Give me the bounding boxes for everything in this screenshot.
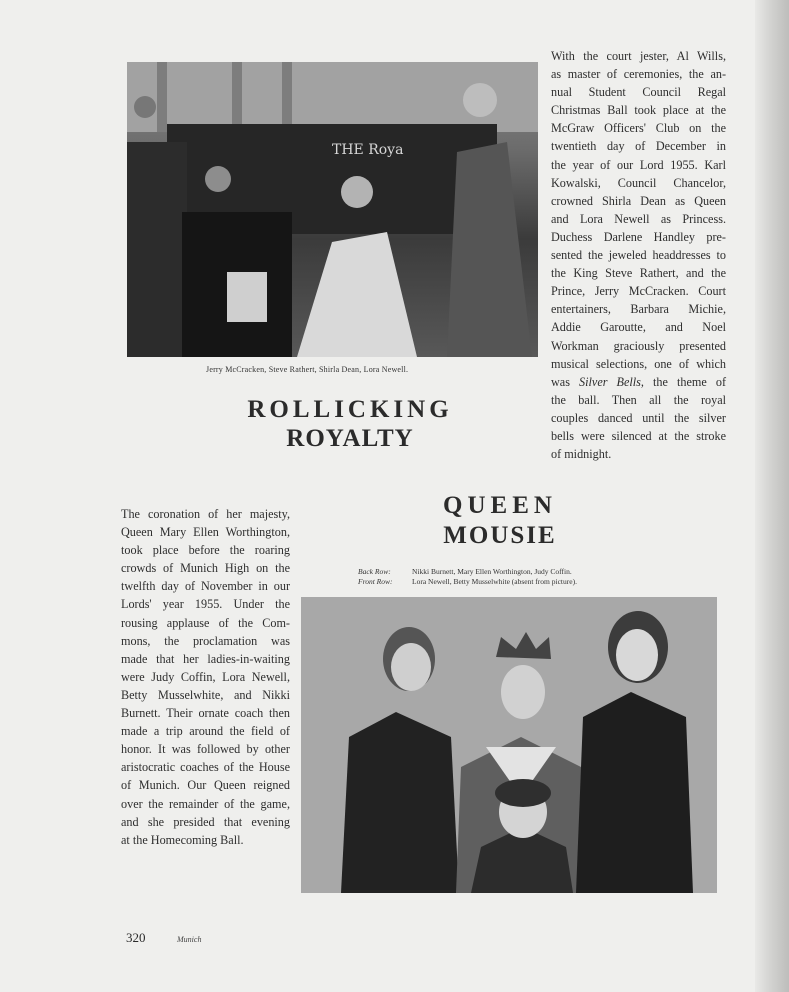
christmas-ball-photo-caption: Jerry McCracken, Steve Rathert, Shirla Dean, Lora Newell. xyxy=(206,365,409,374)
story-line: over the remainder of the game, xyxy=(121,796,290,811)
story-line: rousing applause of the Com- xyxy=(121,615,290,630)
story-line: made that her ladies-in-waiting xyxy=(121,651,290,666)
story-line: Workman graciously presented xyxy=(551,338,726,353)
story-line: sented the jeweled headdresses to xyxy=(551,248,726,263)
christmas-ball-photo xyxy=(127,62,538,357)
story-line: The coronation of her majesty, xyxy=(121,507,290,521)
homecoming-story xyxy=(121,505,290,849)
story-line: crowds of Munich High on the xyxy=(121,561,290,576)
story-line: Prince, Jerry McCracken. Court xyxy=(551,284,726,299)
story-line: honor. It was followed by other xyxy=(121,742,290,757)
story-line: With the court jester, Al Wills, xyxy=(551,49,726,63)
story-line: Addie Garoutte, and Noel xyxy=(551,320,726,335)
story-line: of midnight. xyxy=(551,447,612,462)
story-line: nual Student Council Regal xyxy=(551,85,726,100)
back-row-names: Nikki Burnett, Mary Ellen Worthington, Judy Coffin. xyxy=(412,567,572,576)
story-line: twelfth day of November in our xyxy=(121,579,290,594)
story-fragment: was xyxy=(551,374,570,389)
headline-rollicking: ROLLICKING xyxy=(247,396,453,423)
back-row-caption xyxy=(358,567,577,577)
book-title: Munich xyxy=(177,935,202,944)
headline-mousie: MOUSIE xyxy=(443,522,557,549)
front-row-caption xyxy=(358,577,577,587)
story-line: Betty Musselwhite, and Nikki xyxy=(121,687,290,702)
story-line: and Lora Newell as Princess. xyxy=(551,211,726,226)
story-line: took place before the roaring xyxy=(121,543,290,558)
back-row-label: Back Row: xyxy=(358,567,391,576)
story-line: Lords' year 1955. Under the xyxy=(121,597,290,612)
story-line: made a trip around the field of xyxy=(121,724,290,739)
story-line: the King Steve Rathert, and the xyxy=(551,266,726,281)
story-line: Duchess Darlene Handley pre- xyxy=(551,229,726,244)
story-line: McGraw Officers' Club on the xyxy=(551,121,726,136)
headline-queen: QUEEN xyxy=(443,492,557,519)
front-row-label: Front Row: xyxy=(358,576,393,586)
story-line: the year of our Lord 1955. Karl xyxy=(551,157,726,172)
story-line: Kowalski, Council Chancelor, xyxy=(551,175,726,190)
homecoming-court-photo-art xyxy=(301,597,717,893)
story-line: of Munich. Our Queen reigned xyxy=(121,778,290,793)
story-line: entertainers, Barbara Michie, xyxy=(551,302,726,317)
story-line: as master of ceremonies, the an- xyxy=(551,67,726,82)
story-fragment: the theme of xyxy=(653,374,727,389)
story-line: Christmas Ball took place at the xyxy=(551,103,726,118)
christmas-ball-story xyxy=(551,47,726,463)
page-number: 320 xyxy=(126,930,146,945)
christmas-ball-photo-art xyxy=(127,62,538,357)
story-line: crowned Shirla Dean as Queen xyxy=(551,193,726,208)
story-line: at the Homecoming Ball. xyxy=(121,832,244,847)
story-line-silver-bells xyxy=(551,373,726,391)
story-line: musical selections, one of which xyxy=(551,356,726,371)
queen-photo-roster xyxy=(358,567,577,586)
story-line: twentieth day of December in xyxy=(551,139,726,154)
story-line: the ball. Then all the royal xyxy=(551,392,726,407)
homecoming-court-photo xyxy=(301,597,717,893)
story-line: Burnett. Their ornate coach then xyxy=(121,706,290,721)
banner-text: THE Roya xyxy=(332,142,404,158)
headline-royalty: ROYALTY xyxy=(286,425,414,452)
story-line: bells were silenced at the stroke xyxy=(551,428,726,443)
page-edge-shadow xyxy=(755,0,789,992)
front-row-names: Lora Newell, Betty Musselwhite (absent from picture). xyxy=(412,576,577,586)
story-line: mons, the proclamation was xyxy=(121,633,290,648)
story-line: and she presided that evening xyxy=(121,814,290,829)
story-line: were Judy Coffin, Lora Newell, xyxy=(121,669,290,684)
story-line: couples danced until the silver xyxy=(551,410,726,425)
story-line: Queen Mary Ellen Worthington, xyxy=(121,525,290,540)
song-title: Silver Bells, xyxy=(579,374,644,389)
story-line: aristocratic coaches of the House xyxy=(121,760,290,775)
